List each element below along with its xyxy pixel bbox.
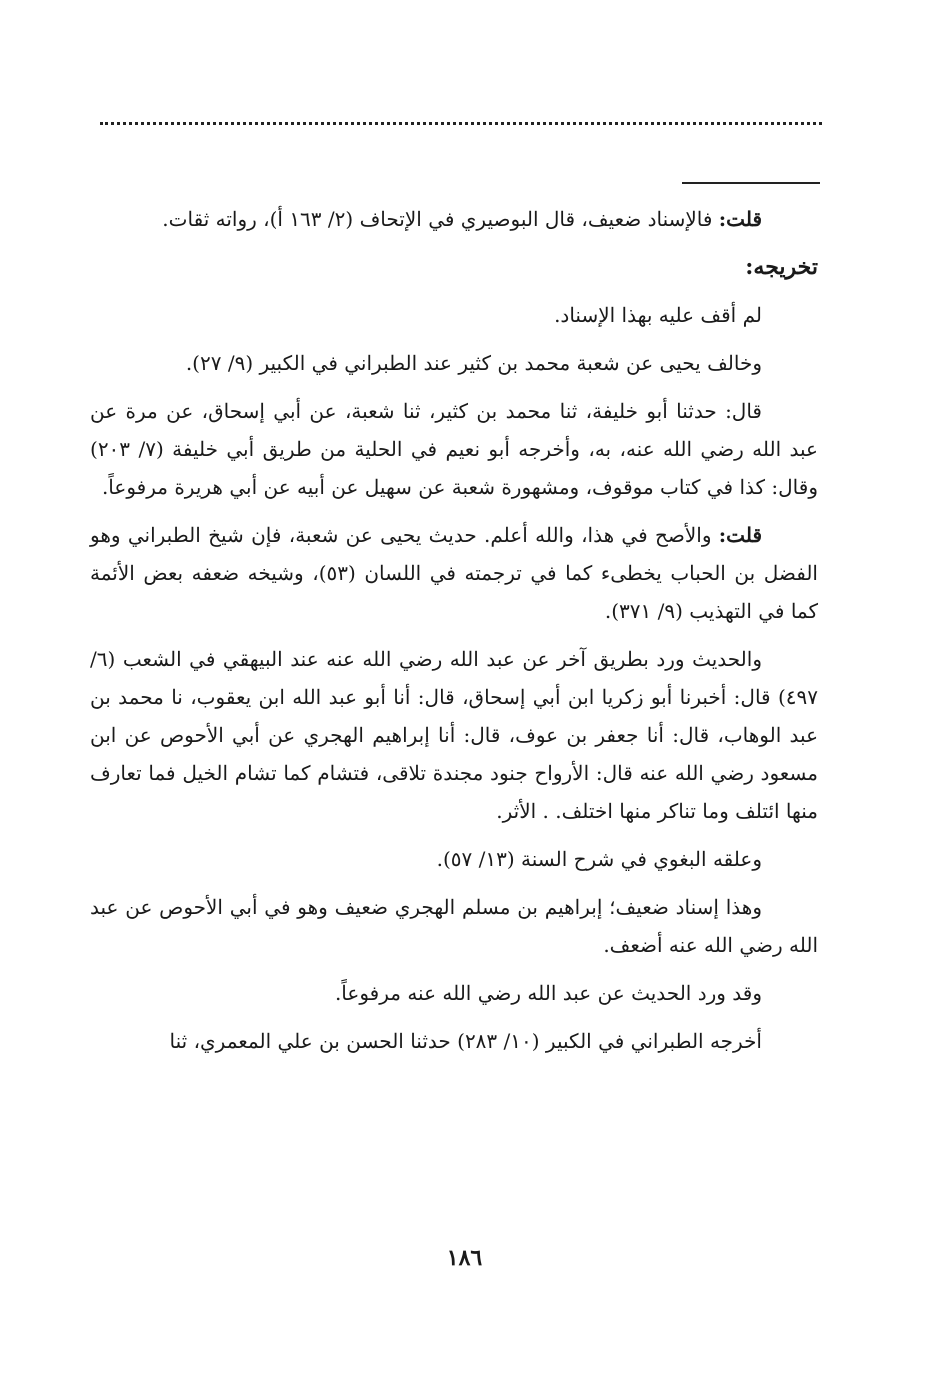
paragraph-text: والأصح في هذا، والله أعلم. حديث يحيى عن شعبة، فإن شيخ الطبراني وهو الفضل بن الحباب يخطىء كما في ترجمته في اللسان (٥٣)، وشيخه ضعفه بعض الأئمة كما في التهذيب (٩/ ٣٧١).: [90, 523, 818, 623]
paragraph: وهذا إسناد ضعيف؛ إبراهيم بن مسلم الهجري ضعيف وهو في أبي الأحوص عن عبد الله رضي الله عنه أضعف.: [90, 895, 818, 957]
qult-label: قلت:: [718, 523, 762, 547]
paragraph: والحديث ورد بطريق آخر عن عبد الله رضي الله عنه عند البيهقي في الشعب (٦/ ٤٩٧) قال: أخبرنا أبو زكريا ابن أبي إسحاق، قال: أنا أبو عبد الله ابن يعقوب، نا محمد بن عبد الوهاب، قال: أنا جعفر بن عوف، قال: أنا إبراهيم الهجري عن أبي الأحوص عن ابن مسعود رضي الله عنه قال: الأرواح جنود مجندة تلاقى، فتشام كما تشام الخيل فما تعارف منها ائتلف وما تناكر منها اختلف. . الأثر.: [90, 647, 818, 823]
paragraph: لم أقف عليه بهذا الإسناد.: [554, 303, 762, 327]
footnote-note: [90, 200, 818, 238]
page-number: ١٨٦: [446, 1245, 483, 1271]
paragraph: وعلقه البغوي في شرح السنة (١٣/ ٥٧).: [436, 847, 762, 871]
paragraph: وخالف يحيى عن شعبة محمد بن كثير عند الطبراني في الكبير (٩/ ٢٧).: [185, 351, 762, 375]
page-body: [90, 200, 818, 1070]
note-label: قلت:: [718, 207, 762, 231]
footnote-rule: [682, 182, 820, 184]
takhrij-heading: تخريجه:: [745, 254, 818, 280]
note-text: فالإسناد ضعيف، قال البوصيري في الإتحاف (٢/ ١٦٣ أ)، رواته ثقات.: [162, 207, 719, 231]
paragraph: [90, 516, 818, 630]
paragraph: قال: حدثنا أبو خليفة، ثنا محمد بن كثير، ثنا شعبة، عن أبي إسحاق، عن مرة عن عبد الله رضي الله عنه، به، وأخرجه أبو نعيم في الحلية من طريق أبي خليفة (٧/ ٢٠٣) وقال: كذا في كتاب موقوف، ومشهورة شعبة عن سهيل عن أبيه عن أبي هريرة مرفوعاً.: [90, 399, 818, 499]
paragraph: وقد ورد الحديث عن عبد الله رضي الله عنه مرفوعاً.: [334, 981, 762, 1005]
paragraph: أخرجه الطبراني في الكبير (١٠/ ٢٨٣) حدثنا الحسن بن علي المعمري، ثنا: [169, 1029, 762, 1053]
dotted-separator: [100, 122, 822, 125]
